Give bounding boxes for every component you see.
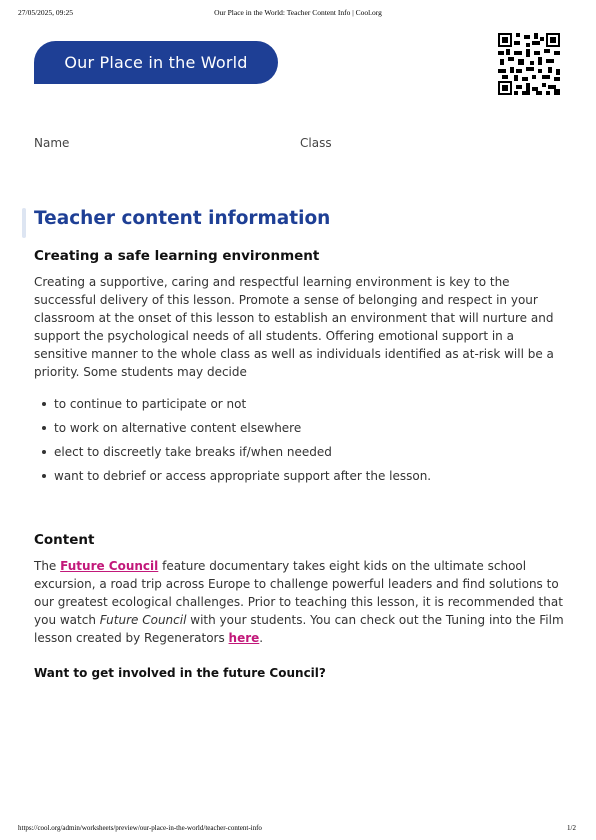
name-field-label: Name [34, 136, 70, 150]
safe-environment-paragraph: Creating a supportive, caring and respectful learning environment is key to the successful delivery of this lesson. Promote a sense of belonging and respect in your classroom at the onset of this lesson to establish an environment that will nurture and support the psychological needs of all students. Offering emotional support in a sensitive manner to the whole class as well as individuals identified as at-risk will be a priority. Some students may decide [34, 275, 554, 379]
content-paragraph [34, 557, 564, 647]
section-accent-bar [22, 208, 26, 238]
print-url: https://cool.org/admin/worksheets/preview/our-place-in-the-world/teacher-content-info [18, 824, 262, 832]
list-item [34, 419, 431, 443]
bullet-icon [42, 426, 46, 430]
get-involved-heading: Want to get involved in the future Council? [34, 666, 326, 680]
future-council-link[interactable]: Future Council [60, 559, 159, 573]
content-text: feature documentary takes eight kids on the ultimate school excursion, a road trip across Europe to challenge powerful leaders and find solutions to our greatest ecological challenges. Prior to teaching this lesson, it is recommended that you watch [34, 559, 563, 627]
page-number: 1/2 [567, 824, 576, 832]
film-title: Future Council [99, 613, 187, 627]
list-item [34, 467, 431, 491]
here-link[interactable]: here [228, 631, 260, 645]
list-item-text: to work on alternative content elsewhere [54, 421, 302, 435]
list-item [34, 395, 431, 419]
safe-environment-heading: Creating a safe learning environment [34, 248, 320, 264]
bullet-icon [42, 450, 46, 454]
bullet-icon [42, 474, 46, 478]
content-text: The [34, 559, 61, 573]
student-options-list [34, 395, 431, 491]
section-heading: Teacher content information [34, 208, 331, 229]
list-item-text: want to debrief or access appropriate support after the lesson. [54, 469, 432, 483]
list-item-text: to continue to participate or not [54, 397, 247, 411]
list-item [34, 443, 431, 467]
content-text: . [259, 631, 264, 645]
bullet-icon [42, 402, 46, 406]
qr-code-icon [498, 33, 560, 95]
class-field-label: Class [300, 136, 332, 150]
print-page-title: Our Place in the World: Teacher Content Info | Cool.org [214, 8, 382, 17]
worksheet-title-banner: Our Place in the World [34, 41, 278, 84]
content-text: with your students. You can check out the Tuning into the Film lesson created by Regenerators [34, 613, 564, 645]
print-date: 27/05/2025, 09:25 [18, 8, 74, 17]
list-item-text: elect to discreetly take breaks if/when needed [54, 445, 332, 459]
content-heading: Content [34, 532, 95, 548]
